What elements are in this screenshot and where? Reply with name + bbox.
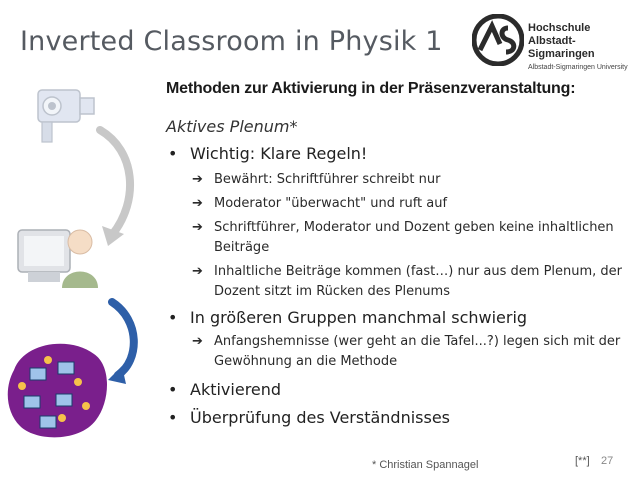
bullet-item: [166, 144, 636, 164]
bullet-item: [166, 380, 636, 400]
bullet-text: Wichtig: Klare Regeln!: [190, 144, 368, 163]
sub-bullet-text: Moderator "überwacht" und ruft auf: [214, 196, 448, 211]
bullet-dot: •: [168, 380, 178, 399]
slide-subtitle: Methoden zur Aktivierung in der Präsenzveranstaltung:: [166, 80, 576, 97]
logo-line-3: Albstadt-Sigmaringen University: [528, 64, 628, 71]
sub-bullet-item: [166, 170, 636, 190]
arrow-icon: ➔: [192, 220, 203, 235]
classroom-group-icon: [8, 344, 107, 438]
sub-bullet-text: Anfangshemnisse (wer geht an die Tafel...?) legen sich mit der Gewöhnung an die Methode: [214, 334, 621, 369]
curved-arrow-icon: [108, 302, 134, 384]
arrow-icon: ➔: [192, 196, 203, 211]
bullet-text: In größeren Gruppen manchmal schwierig: [190, 308, 528, 327]
university-logo-mark-icon: [472, 14, 524, 66]
sub-bullet-item: [166, 218, 636, 258]
bullet-item: [166, 408, 636, 428]
page-number: 27: [601, 455, 614, 467]
bullet-dot: •: [168, 144, 178, 163]
arrow-icon: ➔: [192, 172, 203, 187]
slide-content: [166, 80, 636, 428]
logo-line-1: Hochschule: [528, 22, 591, 34]
section-title: Aktives Plenum*: [166, 117, 298, 136]
footer-author: * Christian Spannagel: [372, 459, 479, 471]
slide-title: Inverted Classroom in Physik 1: [20, 26, 443, 57]
sub-bullet-item: [166, 262, 636, 302]
bullet-item: [166, 308, 636, 328]
curved-arrow-icon: [100, 130, 130, 246]
workflow-illustration: [0, 70, 160, 450]
bullet-dot: •: [168, 308, 178, 327]
sub-bullet-item: [166, 332, 636, 372]
bullet-text: Überprüfung des Verständnisses: [190, 408, 451, 427]
computer-user-icon: [18, 230, 98, 288]
arrow-icon: ➔: [192, 334, 203, 349]
bullet-dot: •: [168, 408, 178, 427]
logo-line-2: Albstadt-Sigmaringen: [528, 35, 595, 60]
bullet-text: Aktivierend: [190, 380, 282, 399]
arrow-icon: ➔: [192, 264, 203, 279]
sub-bullet-item: [166, 194, 636, 214]
video-camera-icon: [38, 90, 94, 142]
sub-bullet-text: Schriftführer, Moderator und Dozent geben keine inhaltlichen Beiträge: [214, 220, 614, 255]
university-logo: [472, 14, 632, 71]
sub-bullet-text: Bewährt: Schriftführer schreibt nur: [214, 172, 441, 187]
sub-bullet-text: Inhaltliche Beiträge kommen (fast…) nur aus dem Plenum, der Dozent sitzt im Rücken des Plenums: [214, 264, 623, 299]
footer-reference: [**]: [575, 455, 590, 467]
